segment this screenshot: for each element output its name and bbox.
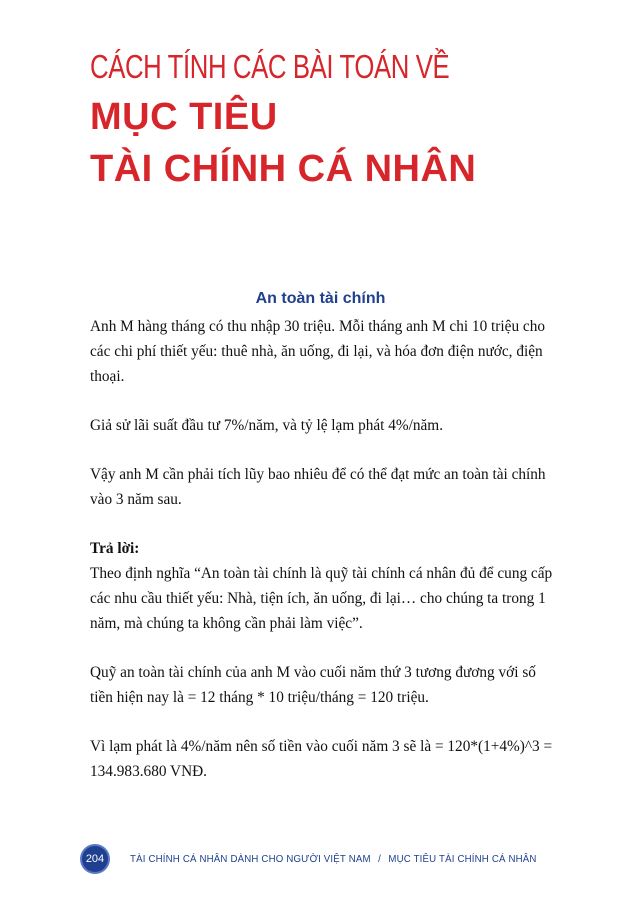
paragraph-definition: Theo định nghĩa “An toàn tài chính là quỹ tài chính cá nhân đủ để cung cấp các nhu cầu thiết yếu: Nhà, tiện ích, ăn uống, đi lại… cho chúng ta trong 1 năm, mà chúng ta không cần phải làm việc”.	[90, 565, 553, 632]
paragraph-question: Vậy anh M cần phải tích lũy bao nhiêu để có thể đạt mức an toàn tài chính vào 3 năm sau.	[90, 466, 546, 508]
title-line-3: TÀI CHÍNH CÁ NHÂN	[90, 148, 477, 190]
title-line-1: CÁCH TÍNH CÁC BÀI TOÁN VỀ	[90, 48, 450, 85]
paragraph-rates: Giả sử lãi suất đầu tư 7%/năm, và tỷ lệ lạm phát 4%/năm.	[90, 417, 444, 434]
section-heading: An toàn tài chính	[255, 290, 386, 307]
page-number-badge: 204	[82, 846, 108, 872]
paragraph-income: Anh M hàng tháng có thu nhập 30 triệu. Mỗi tháng anh M chi 10 triệu cho các chi phí thiết yếu: thuê nhà, ăn uống, đi lại, và hóa đơn điện nước, điện thoại.	[90, 318, 546, 385]
footer-book-title: TÀI CHÍNH CÁ NHÂN DÀNH CHO NGƯỜI VIỆT NAM	[130, 853, 371, 865]
paragraph-inflation-result: Vì lạm phát là 4%/năm nên số tiền vào cuối năm 3 sẽ là = 120*(1+4%)^3 = 134.983.680 VNĐ.	[90, 738, 553, 780]
title-line-2: MỤC TIÊU	[90, 96, 278, 138]
footer-separator: /	[378, 853, 381, 865]
paragraph-fund-calculation: Quỹ an toàn tài chính của anh M vào cuối năm thứ 3 tương đương với số tiền hiện nay là = 12 tháng * 10 triệu/tháng = 120 triệu.	[90, 664, 536, 706]
body-text	[90, 314, 560, 808]
page-footer	[82, 847, 572, 871]
footer-chapter-title: MỤC TIÊU TÀI CHÍNH CÁ NHÂN	[388, 853, 537, 865]
answer-label: Trả lời:	[90, 540, 140, 557]
footer-running-title	[130, 853, 537, 865]
